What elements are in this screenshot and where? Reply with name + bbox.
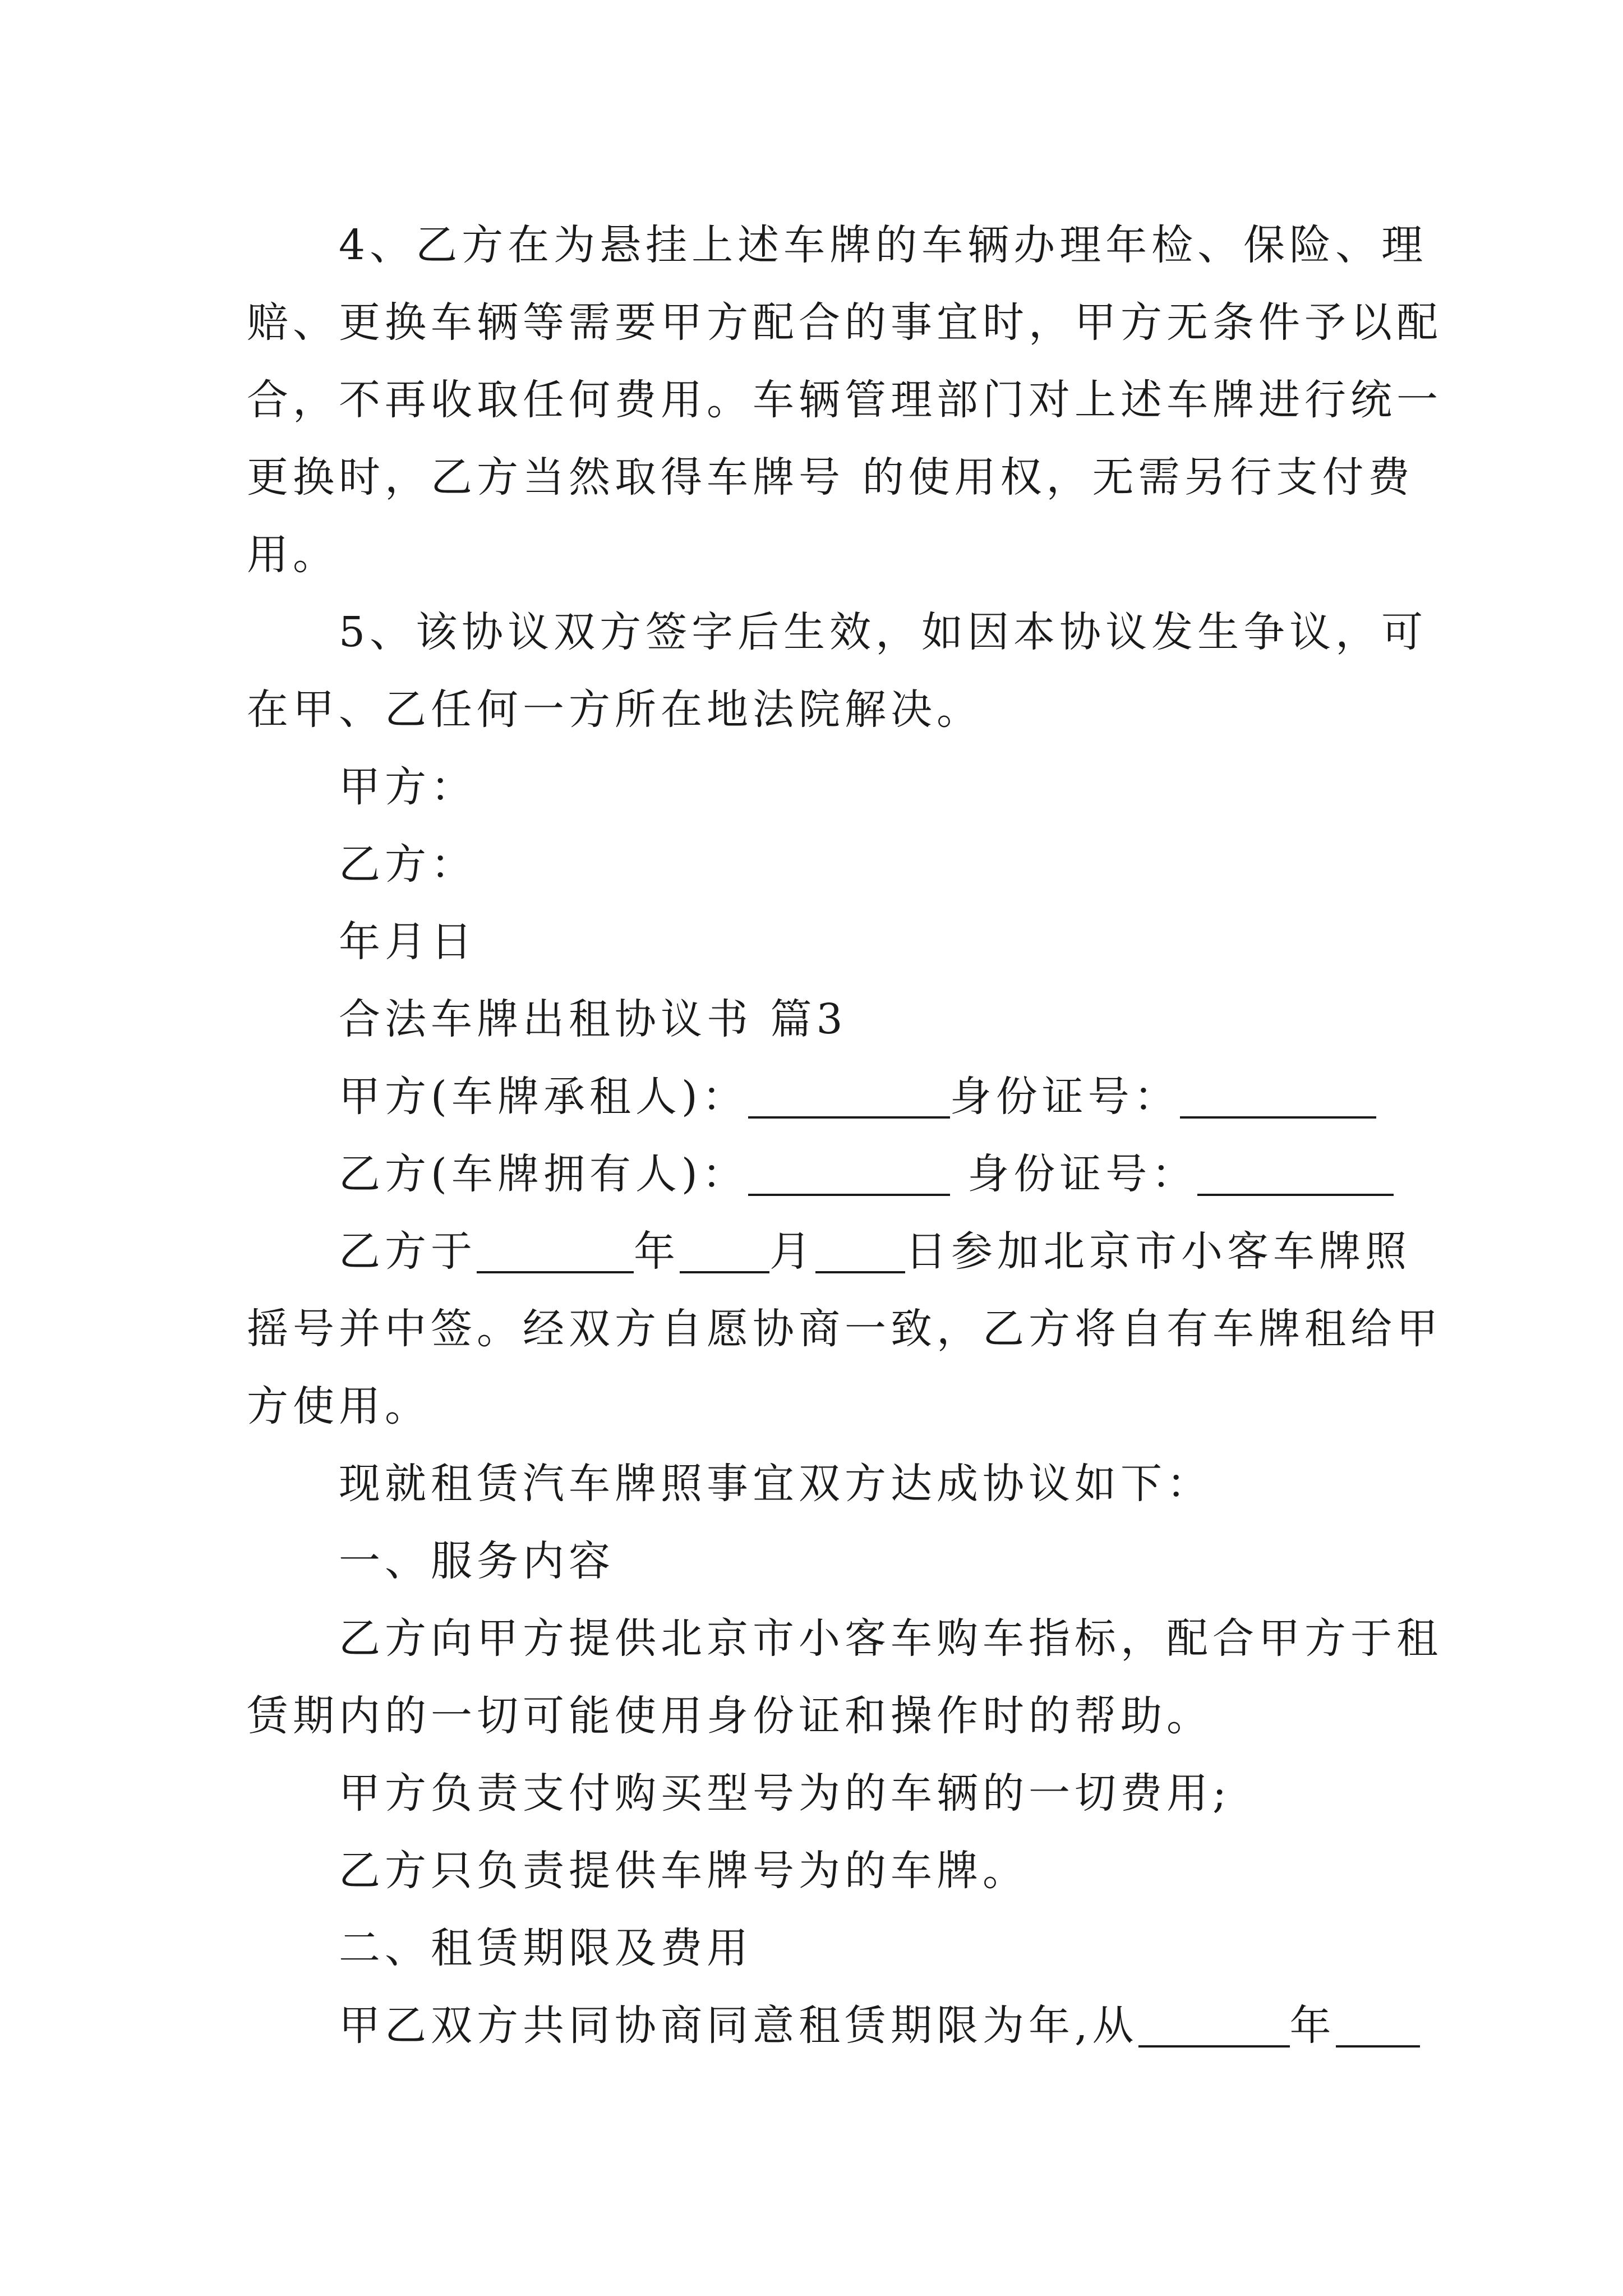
term-year-label: 年	[1289, 2001, 1336, 2050]
lessee-id-label: 身份证号：	[949, 1073, 1180, 1121]
lessee-line	[247, 1058, 1391, 1135]
text-line: 4、乙方在为悬挂上述车牌的车辆办理年检、保险、理	[339, 221, 1428, 269]
text-line: 方使用。	[247, 1382, 431, 1430]
text-line: 乙方向甲方提供北京市小客车购车指标，配合甲方于租	[339, 1614, 1442, 1663]
text-line: 更换时，乙方当然取得车牌号 的使用权，无需另行支付费	[247, 453, 1414, 501]
section-1-clause-a: 甲方负责支付购买型号为的车辆的一切费用;	[339, 1769, 1231, 1818]
owner-line	[247, 1135, 1391, 1213]
lessee-name-blank	[748, 1077, 950, 1119]
intro-line: 现就租赁汽车牌照事宜双方达成协议如下：	[339, 1460, 1212, 1508]
owner-name-blank	[748, 1154, 950, 1196]
section-heading: 合法车牌出租协议书 篇3	[339, 995, 847, 1043]
clause-5	[247, 593, 1428, 748]
owner-id-blank	[1197, 1154, 1394, 1196]
month-label: 月	[769, 1227, 815, 1276]
text-line	[247, 1213, 1411, 1290]
section-1-paragraph	[247, 1600, 1442, 1755]
lottery-prefix: 乙方于	[339, 1227, 477, 1276]
owner-id-label: 身份证号：	[967, 1150, 1198, 1198]
lottery-paragraph	[247, 1213, 1442, 1445]
term-month-blank	[1336, 2006, 1420, 2047]
text-line: 在甲、乙任何一方所在地法院解决。	[247, 685, 983, 734]
clause-4	[247, 206, 1442, 593]
section-2-heading: 二、租赁期限及费用	[339, 1924, 753, 1972]
text-line: 赔、更换车辆等需要甲方配合的事宜时，甲方无条件予以配	[247, 298, 1442, 347]
term-year-blank	[1138, 2006, 1290, 2047]
text-line: 用。	[247, 531, 339, 579]
text-line: 合，不再收取任何费用。车辆管理部门对上述车牌进行统一	[247, 376, 1442, 424]
text-line: 5、该协议双方签字后生效，如因本协议发生争议，可	[339, 608, 1428, 656]
lessee-label: 甲方(车牌承租人)：	[339, 1073, 748, 1121]
section-2-paragraph	[247, 1987, 1391, 2064]
term-prefix: 甲乙双方共同协商同意租赁期限为年,从	[339, 2001, 1138, 2050]
signature-date: 年月日	[339, 918, 477, 966]
signature-party-a: 甲方：	[339, 763, 477, 811]
year-blank	[477, 1232, 634, 1273]
signature-party-b: 乙方：	[339, 840, 477, 889]
day-blank	[815, 1232, 905, 1273]
section-1-clause-b: 乙方只负责提供车牌号为的车牌。	[339, 1847, 1029, 1895]
text-line: 摇号并中签。经双方自愿协商一致，乙方将自有车牌租给甲	[247, 1305, 1442, 1353]
lessee-id-blank	[1180, 1077, 1376, 1119]
month-blank	[680, 1232, 769, 1273]
lottery-suffix: 日参加北京市小客车牌照	[905, 1227, 1411, 1276]
section-1-heading: 一、服务内容	[339, 1537, 615, 1585]
year-label: 年	[634, 1227, 680, 1276]
document-page	[247, 206, 1442, 2064]
owner-label: 乙方(车牌拥有人)：	[339, 1150, 748, 1198]
text-line: 赁期内的一切可能使用身份证和操作时的帮助。	[247, 1692, 1212, 1740]
